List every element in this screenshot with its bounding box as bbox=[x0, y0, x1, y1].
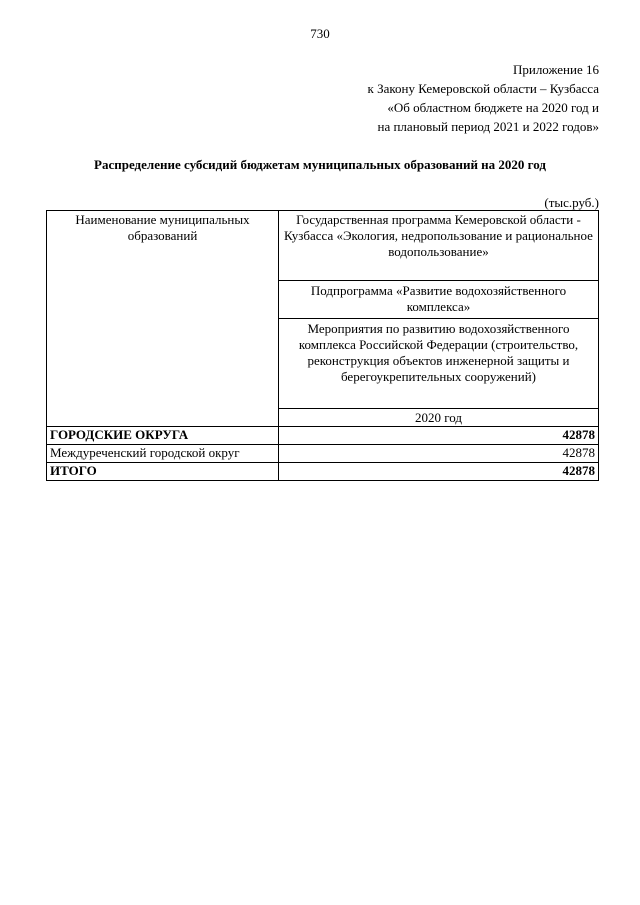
subsidies-table bbox=[46, 210, 599, 481]
appendix-line-2: к Закону Кемеровской области – Кузбасса bbox=[367, 81, 599, 96]
header-municipality-name: Наименование муниципальных образований bbox=[47, 211, 279, 427]
header-measures: Мероприятия по развитию водохозяйственного комплекса Российской Федерации (строительство, реконструкция объектов инженерной защиты и берегоукрепительных сооружений) bbox=[279, 319, 599, 409]
appendix-line-1: Приложение 16 bbox=[512, 62, 599, 77]
row-name: ГОРОДСКИЕ ОКРУГА bbox=[47, 427, 279, 445]
row-name: Междуреченский городской округ bbox=[47, 445, 279, 463]
appendix-heading bbox=[239, 60, 599, 136]
header-state-program: Государственная программа Кемеровской области - Кузбасса «Экология, недропользование и рациональное водопользование» bbox=[279, 211, 599, 281]
table-row bbox=[47, 445, 599, 463]
table-row bbox=[47, 427, 599, 445]
document-title: Распределение субсидий бюджетам муниципальных образований на 2020 год bbox=[94, 157, 546, 172]
appendix-line-4: на плановый период 2021 и 2022 годов» bbox=[377, 119, 599, 134]
header-subprogram: Подпрограмма «Развитие водохозяйственного комплекса» bbox=[279, 281, 599, 319]
row-value: 42878 bbox=[279, 463, 599, 481]
units-label: (тыс.руб.) bbox=[544, 195, 599, 210]
page-number: 730 bbox=[310, 26, 330, 41]
header-year: 2020 год bbox=[279, 409, 599, 427]
row-value: 42878 bbox=[279, 427, 599, 445]
row-value: 42878 bbox=[279, 445, 599, 463]
row-name: ИТОГО bbox=[47, 463, 279, 481]
table-row bbox=[47, 463, 599, 481]
appendix-line-3: «Об областном бюджете на 2020 год и bbox=[387, 100, 599, 115]
